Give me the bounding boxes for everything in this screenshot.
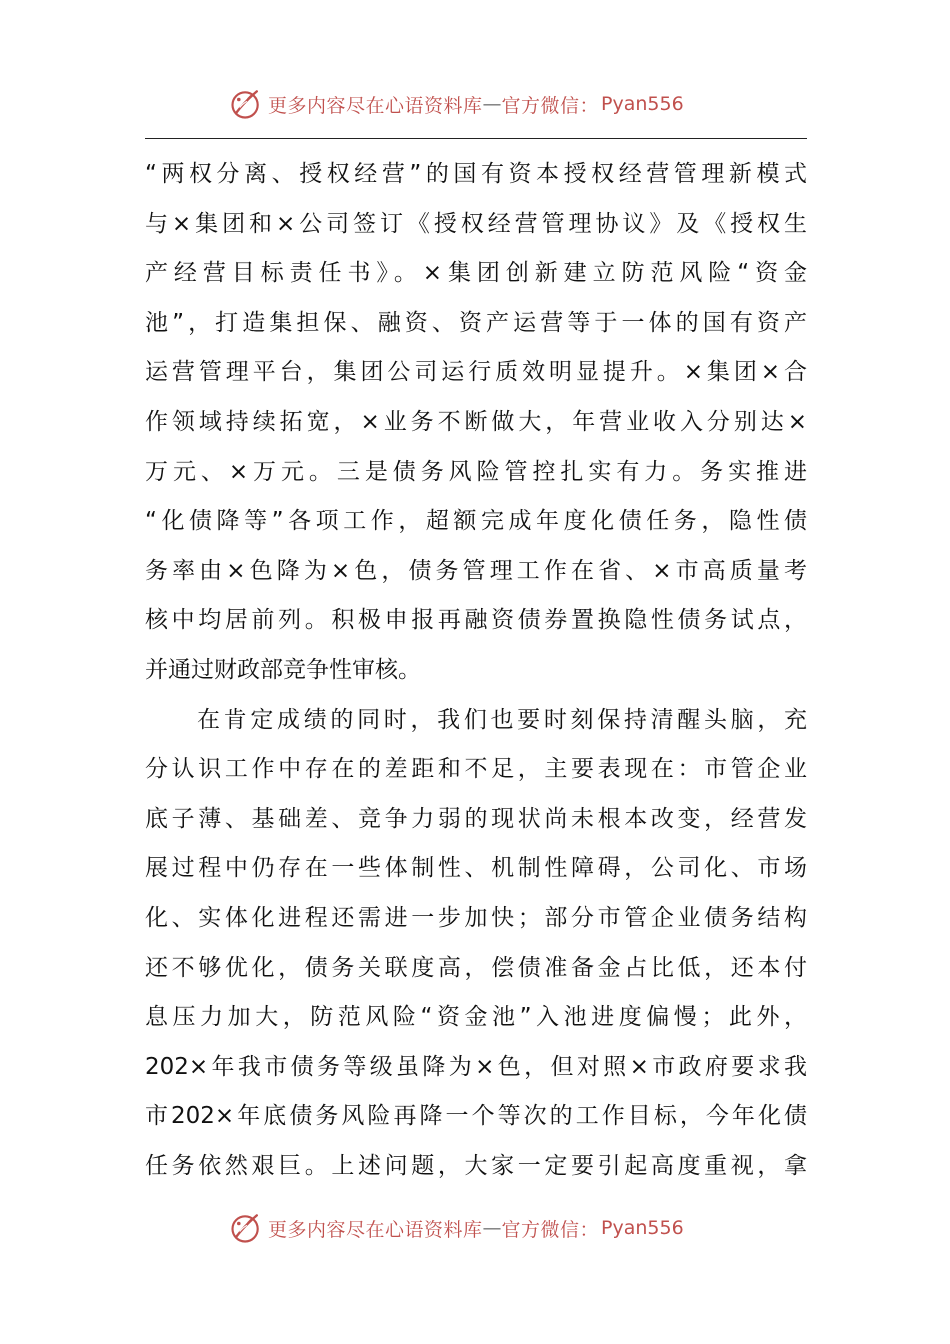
text-line: “化债降等”各项工作，超额完成年度化债任务，隐性债 [145, 508, 807, 535]
text-line: 核中均居前列。积极申报再融资债券置换隐性债务试点， [145, 607, 807, 634]
text-line: 202×年我市债务等级虽降为×色，但对照×市政府要求我 [145, 1053, 807, 1080]
text-line: 产经营目标责任书》。×集团创新建立防范风险“资金 [145, 260, 807, 287]
text-line: “两权分离、授权经营”的国有资本授权经营管理新模式 [145, 161, 807, 187]
text-line: 息压力加大，防范风险“资金池”入池进度偏慢；此外， [145, 1004, 807, 1031]
watermark-label: 官方微信： [501, 94, 600, 117]
text-line: 分认识工作中存在的差距和不足，主要表现在：市管企业 [145, 756, 807, 783]
watermark-separator: — [482, 1217, 502, 1239]
text-line: 运营管理平台，集团公司运行质效明显提升。×集团×合 [145, 359, 807, 386]
text-line: 作领域持续拓宽，×业务不断做大，年营业收入分别达× [145, 408, 807, 435]
paragraph [145, 150, 807, 696]
watermark-text: 更多内容尽在心语资料库 [268, 1218, 483, 1241]
header-rule [145, 138, 807, 139]
text-line: 化、实体化进程还需进一步加快；部分市管企业债务结构 [145, 904, 807, 931]
text-line: 展过程中仍存在一些体制性、机制性障碍，公司化、市场 [145, 855, 807, 882]
text-line: 在肯定成绩的同时，我们也要时刻保持清醒头脑，充 [197, 706, 807, 733]
watermark-label: 官方微信： [501, 1218, 600, 1241]
watermark-account: Pyan556 [601, 1217, 684, 1239]
text-line: 与×集团和×公司签订《授权经营管理协议》及《授权生 [145, 210, 807, 237]
text-line: 市202×年底债务风险再降一个等次的工作目标，今年化债 [145, 1103, 807, 1130]
text-line: 并通过财政部竞争性审核。 [145, 656, 421, 683]
text-line: 底子薄、基础差、竞争力弱的现状尚未根本改变，经营发 [145, 805, 807, 832]
watermark-text: 更多内容尽在心语资料库 [268, 94, 483, 117]
quill-seal-icon [228, 1210, 264, 1246]
paragraph [145, 696, 807, 1192]
text-line: 万元、×万元。三是债务风险管控扎实有力。务实推进 [145, 458, 807, 485]
document-body [145, 150, 807, 1191]
text-line: 任务依然艰巨。上述问题，大家一定要引起高度重视，拿 [145, 1152, 807, 1179]
watermark-account: Pyan556 [601, 93, 684, 115]
header-watermark [228, 84, 684, 124]
watermark-separator: — [482, 93, 502, 115]
footer-watermark [228, 1208, 684, 1248]
text-line: 还不够优化，债务关联度高，偿债准备金占比低，还本付 [145, 954, 807, 981]
text-line: 池”，打造集担保、融资、资产运营等于一体的国有资产 [145, 309, 807, 336]
text-line: 务率由×色降为×色，债务管理工作在省、×市高质量考 [145, 557, 807, 584]
quill-seal-icon [228, 86, 264, 122]
